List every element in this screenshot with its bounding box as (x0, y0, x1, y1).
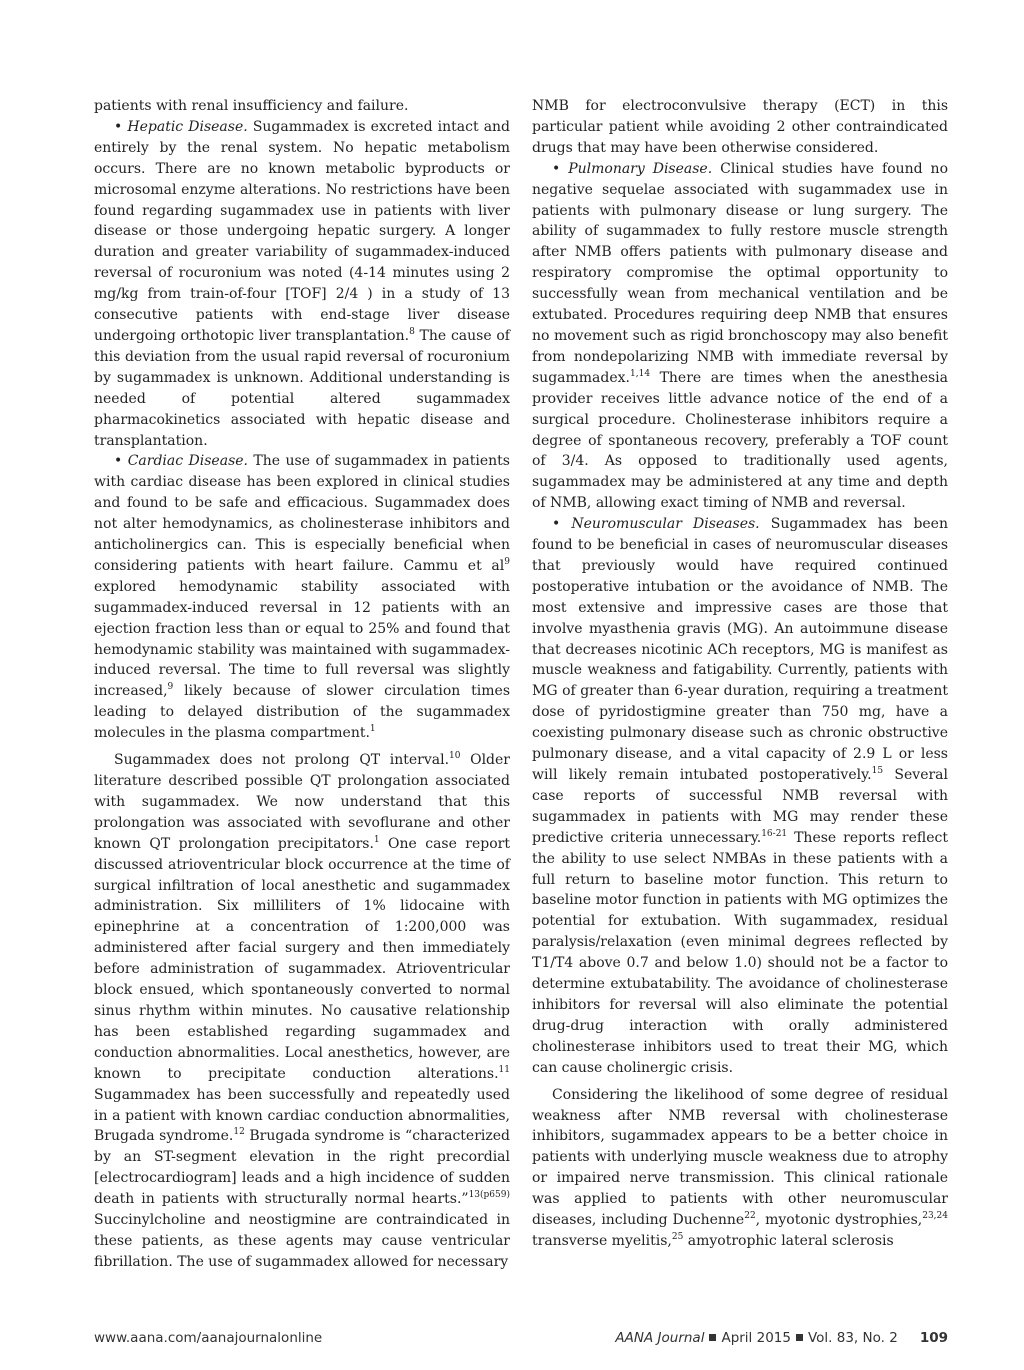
reference-superscript: 1 (369, 724, 376, 735)
volume-number: Vol. 83, No. 2 (807, 1330, 898, 1346)
square-separator-icon (709, 1334, 716, 1341)
paragraph-residual-weakness (532, 1085, 948, 1252)
section-heading-hepatic: Hepatic Disease. (127, 118, 248, 135)
paragraph-text: The use of sugammadex in patients with cardiac disease has been explored in clinical studies and found to be safe and efficacious. Sugammadex does not alter hemodynamics, as cholinesterase inhibitors and anticholinergics can. This is especially beneficial when considering patients with heart failure. Cammu et al (94, 453, 510, 574)
reference-superscript: 25 (671, 1231, 684, 1242)
square-separator-icon (796, 1334, 803, 1341)
paragraph-neuromuscular-diseases (532, 514, 948, 1078)
paragraph-qt-interval (94, 750, 510, 1273)
paragraph-cardiac-disease (94, 451, 510, 744)
paragraph-text: Sugammadex is excreted intact and entirely by the renal system. No hepatic metabolism occurs. There are no known metabolic byproducts or microsomal enzyme alterations. No restrictions have been found regarding sugammadex use in patients with liver disease or those undergoing hepatic surgery. A longer duration and greater variability of sugammadex-induced reversal of rocuronium was noted (4-14 minutes using 2 mg/kg from train-of-four [TOF] 2/4 ) in a study of 13 consecutive patients with end-stage liver disease undergoing orthotopic liver transplantation. (94, 118, 511, 344)
issue-date: April 2015 (721, 1330, 791, 1346)
paragraph-renal-continuation: patients with renal insufficiency and failure. (94, 98, 409, 114)
paragraph-text: These reports reflect the ability to use select NMBAs in these patients with a full return to baseline motor function. This return to baseline motor function in patients with MG optimizes the potential for extubation. With sugammadex, residual paralysis/relaxation (even minimal degrees reflected by T1/T4 above 0.7 and below 1.0) should not be a factor to determine extubatability. The avoidance of cholinesterase inhibitors for reversal will also eliminate the potential drug-drug interaction with orally administered cholinesterase inhibitors used to treat their MG, which can cause cholinergic crisis. (532, 829, 948, 1076)
paragraph-text: Several case reports of successful NMB reversal with sugammadex in patients with MG may render these predictive criteria unnecessary. (532, 767, 948, 846)
paragraph-text: Older literature described possible QT prolongation associated with sugammadex. We now understand that this prolongation was associated with sevoflurane and other known QT prolongation precipitators. (94, 752, 510, 852)
paragraph-text: explored hemodynamic stability associated with sugammadex-induced reversal in 12 patients with an ejection fraction less than or equal to 25% and found that hemodynamic stability was maintained with sugammadex-induced reversal. The time to full reversal was slightly increased, (94, 578, 510, 700)
reference-superscript: 22 (744, 1211, 756, 1222)
section-heading-pulmonary: Pulmonary Disease. (568, 160, 713, 177)
reference-superscript: 8 (409, 326, 415, 337)
paragraph-text: Clinical studies have found no negative sequelae associated with sugammadex use in patients with pulmonary disease or lung surgery. The ability of sugammadex to fully restore muscle strength after NMB offers patients with pulmonary disease and respiratory compromise the optimal opportunity to successfully wean from mechanical ventilation and be extubated. Procedures requiring deep NMB that ensures no movement such as rigid bronchoscopy may also benefit from nondepolarizing NMB with immediate reversal by sugammadex. (532, 160, 949, 386)
right-column (532, 96, 948, 1252)
paragraph-text: One case report discussed atrioventricular block occurrence at the time of surgical infiltration of local anesthetic and sugammadex administration. Six milliliters of 1% lidocaine with epinephrine at a concentration of 1:200,000 was administered after facial surgery and then immediately before administration of sugammadex. Atrioventricular block ensued, which spontaneously converted to normal sinus rhythm within minutes. No causative relationship has been established regarding sugammadex and conduction abnormalities. Local anesthetics, however, are known to precipitate conduction alterations. (94, 835, 510, 1082)
reference-superscript: 13(p659) (468, 1190, 510, 1201)
reference-superscript: 10 (449, 751, 461, 762)
reference-superscript: 1 (373, 834, 380, 845)
paragraph-text: Considering the likelihood of some degree of residual weakness after NMB reversal with cholinesterase inhibitors, sugammadex appears to be a better choice in patients with underlying muscle weakness due to atrophy or impaired nerve transmission. This clinical rationale was applied to patients with other neuromuscular diseases, including Duchenne (532, 1086, 948, 1229)
bullet: • (114, 453, 123, 470)
bullet: • (552, 516, 561, 533)
paragraph-text: Sugammadex has been successfully and repeatedly used in a patient with known cardiac conduction abnormalities, Brugada syndrome. (94, 1086, 510, 1145)
paragraph-text: Succinylcholine and neostigmine are contraindicated in these patients, as these agents may cause ventricular fibrillation. The use of sugammadex allowed for necessary (94, 1212, 510, 1270)
paragraph-ect-continuation: NMB for electroconvulsive therapy (ECT) in this particular patient while avoiding 2 other contraindicated drugs that may have been otherwise considered. (532, 98, 948, 156)
paragraph-text: Brugada syndrome is “characterized by an ST-segment elevation in the right precordial [electrocardiogram] leads and a high incidence of sudden death in patients with structurally normal hearts.” (94, 1128, 510, 1208)
reference-superscript: 12 (233, 1127, 245, 1138)
paragraph-text: transverse myelitis, (532, 1232, 672, 1249)
bullet: • (552, 160, 561, 177)
paragraph-text: There are times when the anesthesia provider receives little advance notice of the end of a surgical procedure. Cholinesterase inhibitors require a degree of spontaneous recovery, preferably a TOF count of 3/4. As opposed to traditionally used agents, sugammadex may be administered at any time and depth of NMB, allowing exact timing of NMB and reversal. (532, 369, 948, 512)
reference-superscript: 23,24 (922, 1211, 948, 1222)
page-number: 109 (919, 1330, 948, 1346)
paragraph-text: likely because of slower circulation times leading to delayed distribution of the sugammadex molecules in the plasma compartment. (94, 683, 510, 742)
journal-citation (615, 1330, 948, 1346)
reference-superscript: 1,14 (630, 368, 651, 379)
paragraph-text: Sugammadex has been found to be beneficial in cases of neuromuscular diseases that previously would have required continued postoperative intubation or the avoidance of NMB. The most extensive and impressive cases are those that involve myasthenia gravis (MG). An autoimmune disease that decreases nicotinic ACh receptors, MG is manifest as muscle weakness and fatigability. Currently, patients with MG of greater than 6-year duration, requiring a treatment dose of pyridostigmine greater than 750 mg, have a coexisting pulmonary disease such as chronic obstructive pulmonary disease, and a vital capacity of 2.9 L or less will likely remain intubated postoperatively. (532, 516, 948, 783)
left-column (94, 96, 510, 1273)
bullet: • (114, 118, 123, 135)
paragraph-text: , myotonic dystrophies, (755, 1212, 923, 1229)
journal-url[interactable]: www.aana.com/aanajournalonline (94, 1330, 323, 1346)
paragraph-text: amyotrophic lateral sclerosis (683, 1232, 894, 1249)
paragraph-hepatic-disease (94, 117, 510, 452)
paragraph-text: The cause of this deviation from the usual rapid reversal of rocuronium by sugammadex is unknown. Additional understanding is needed of potential altered sugammadex pharmacokinetics associated with hepatic disease and transplantation. (94, 327, 510, 449)
reference-superscript: 15 (871, 766, 884, 776)
reference-superscript: 9 (504, 556, 510, 567)
section-heading-neuromuscular: Neuromuscular Diseases. (571, 516, 760, 533)
reference-superscript: 9 (167, 682, 174, 693)
journal-name: AANA Journal (615, 1330, 705, 1346)
paragraph-text: Sugammadex does not prolong QT interval. (114, 752, 450, 769)
paragraph-pulmonary-disease (532, 159, 948, 514)
section-heading-cardiac: Cardiac Disease. (127, 453, 248, 470)
reference-superscript: 11 (498, 1064, 510, 1075)
reference-superscript: 16-21 (761, 828, 788, 839)
